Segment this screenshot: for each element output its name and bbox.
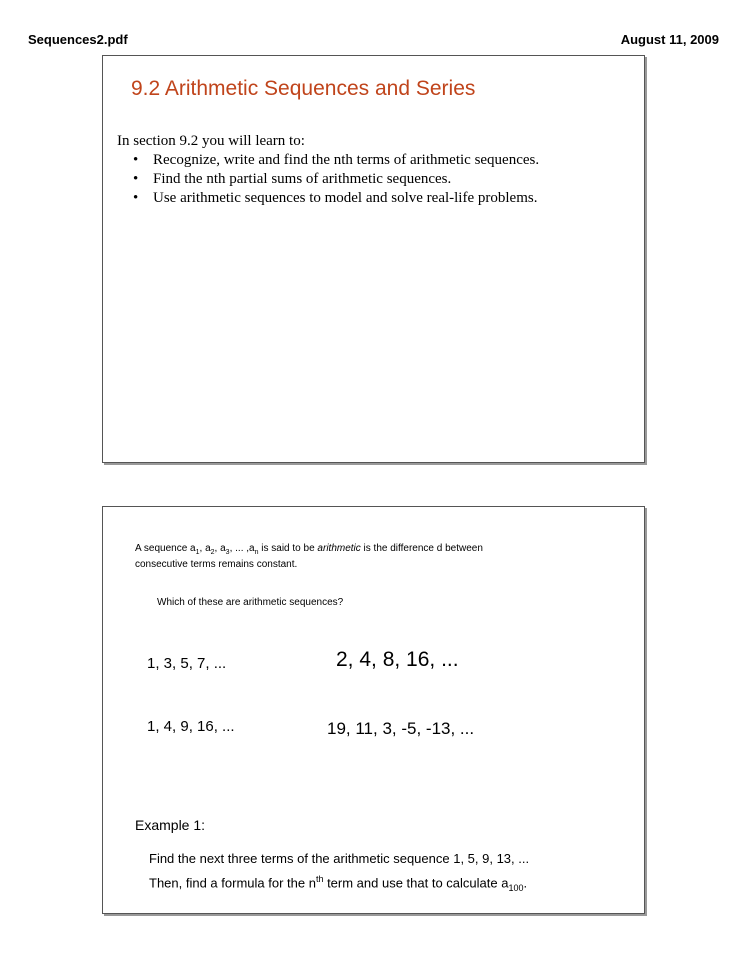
example-line-1: Find the next three terms of the arithmetic sequence 1, 5, 9, 13, ... (149, 851, 530, 866)
example-line-2: Then, find a formula for the $n^{th}$ term and use that to calculate $a_{100}$. (149, 874, 528, 893)
list-item-text: Recognize, write and find the nth terms of arithmetic sequences. (153, 152, 540, 168)
intro-text: In section 9.2 you will learn to: (117, 133, 305, 149)
sequence-decreasing: 19, 11, 3, -5, -13, ... (327, 719, 475, 738)
sequence-squares: 1, 4, 9, 16, ... (147, 718, 235, 735)
bullet-icon: • (133, 152, 139, 168)
objectives-list (133, 151, 539, 208)
definition-text: A sequence $a_1$, $a_2$, $a_3$, ... $,a_n$ is said to be arithmetic is the difference d between consecutive terms remains constant. (135, 543, 483, 570)
list-item-text: Find the nth partial sums of arithmetic sequences. (153, 171, 452, 187)
sequence-powers-of-two: 2, 4, 8, 16, ... (336, 648, 459, 671)
question-text: Which of these are arithmetic sequences? (157, 597, 344, 608)
list-item (133, 189, 539, 208)
sequence-odd-numbers: 1, 3, 5, 7, ... (147, 655, 227, 672)
list-item-text: Use arithmetic sequences to model and solve real-life problems. (153, 190, 538, 206)
list-item (133, 170, 539, 189)
slide-title: 9.2 Arithmetic Sequences and Series (131, 77, 476, 100)
document-filename: Sequences2.pdf (28, 32, 128, 47)
slide-1 (102, 55, 645, 463)
bullet-icon: • (133, 190, 139, 206)
slide-2 (102, 506, 645, 914)
bullet-icon: • (133, 171, 139, 187)
example-title: Example 1: (135, 817, 206, 833)
list-item (133, 151, 539, 170)
document-date: August 11, 2009 (620, 32, 719, 47)
